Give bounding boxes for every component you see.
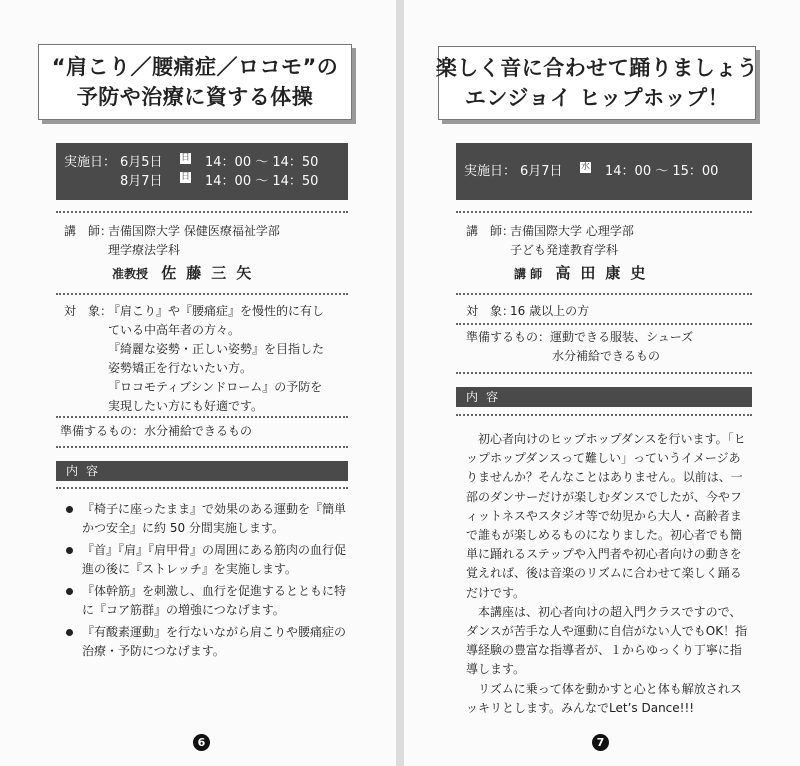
lecturer-section [64, 222, 280, 284]
list-item: 『体幹筋』を刺激し、血行を促進するとともに特に『コア筋群』の増強につなげます。 [66, 582, 351, 620]
title-line-1: 楽しく音に合わせて踊りましょう [435, 56, 759, 80]
paragraph: 初心者向けのヒップホップダンスを行います。「ヒップホップダンスって難しい」っていうイメージありませんか？そんなことはありません。以前は、一部のダンサーだけが楽しむダンスでしたが、今やフィットネスやスタジオ等で幼児から大人・高齢者まで誰もが楽しめるものになりました。初心者でも簡単に踊れるステップや入門者や初心者向けの動きを覚えれば、後は音楽のリズムに合わせて楽しく踊るだけです。 [466, 432, 746, 600]
target-line: 『綺麗な姿勢・正しい姿勢』を目指した [108, 342, 325, 356]
prepare-section [466, 328, 693, 366]
list-item: 『首』『肩』『肩甲骨』の周囲にある筋肉の血行促進の後に『ストレッチ』を実施します。 [66, 541, 351, 579]
title-line-2: エンジョイ ヒップホップ！ [464, 86, 730, 110]
date-1: 6月7日 [520, 164, 563, 179]
prepare-label: 準備するもの： [466, 330, 551, 344]
paragraph: 本講座は、初心者向けの超入門クラスですので、ダンスが苦手な人や運動に自信がない人でもOK！指導経験の豊富な指導者が、１からゆっくり丁寧に指導します。 [466, 604, 748, 677]
divider [56, 487, 348, 489]
list-item: 『椅子に座ったまま』で効果のある運動を『簡単かつ安全』に約 50 分間実施します。 [66, 500, 351, 538]
title-box-left [38, 44, 352, 120]
divider [456, 293, 752, 295]
divider [456, 414, 752, 416]
divider [456, 323, 752, 325]
target-line: 実現したい方にも好適です。 [108, 399, 264, 413]
lecturer-name: 高田康史 [555, 264, 656, 282]
divider [56, 211, 348, 213]
page-right [404, 0, 800, 766]
schedule-box [456, 143, 752, 200]
lecturer-dept: 子ども発達教育学科 [510, 243, 619, 257]
content-list [66, 500, 351, 664]
prepare-label: 準備するもの： [60, 424, 145, 438]
divider [56, 416, 348, 418]
target-line: 『ロコモティブシンドローム』の予防を [108, 380, 323, 394]
title-line-2: 予防や治療に資する体操 [76, 85, 314, 109]
divider [456, 211, 752, 213]
weekday-badge: 水 [580, 162, 590, 172]
target-line: 『肩こり』や『腰痛症』を慢性的に有し [108, 304, 325, 318]
date-label: 実施日： [64, 155, 117, 170]
weekday-badge: 日 [180, 153, 190, 163]
target-label: 対 象： [64, 304, 113, 318]
date-1: 6月5日 [120, 155, 163, 170]
target-label: 対 象： [466, 304, 515, 318]
target-section [64, 302, 324, 416]
page-number: 6 [193, 734, 210, 751]
page-number: 7 [592, 734, 609, 751]
divider [56, 293, 348, 295]
list-item: 『有酸素運動』を行ないながら肩こりや腰痛症の治療・予防につなげます。 [66, 623, 351, 661]
target-section [466, 302, 589, 321]
lecturer-dept: 理学療法学科 [108, 243, 181, 257]
divider [56, 446, 348, 448]
lecturer-rank: 講 師 [514, 267, 543, 281]
date-label: 実施日： [464, 164, 517, 179]
gutter [396, 0, 404, 766]
time-1: 14：00 〜 14：50 [205, 155, 319, 170]
lecturer-affiliation: 吉備国際大学 心理学部 [510, 224, 634, 238]
prepare-value: 水分補給できるもの [144, 424, 253, 438]
target-value: 16 歳以上の方 [510, 304, 590, 318]
title-line-1: “肩こり／腰痛症／ロコモ”の [51, 55, 339, 79]
lecturer-label: 講 師： [466, 224, 515, 238]
content-body [466, 430, 750, 718]
content-heading: 内容 [456, 387, 752, 407]
lecturer-name: 佐藤三矢 [161, 264, 262, 282]
weekday-badge: 日 [180, 172, 190, 182]
target-line: 姿勢矯正を行ないたい方。 [108, 361, 253, 375]
paragraph: リズムに乗って体を動かすと心と体も解放されスッキリとします。みんなでLet’s Dance!!! [466, 681, 742, 715]
prepare-line: 運動できる服装、シューズ [550, 330, 694, 344]
time-1: 14：00 〜 15：00 [605, 164, 719, 179]
prepare-line: 水分補給できるもの [552, 349, 661, 363]
lecturer-affiliation: 吉備国際大学 保健医療福祉学部 [108, 224, 280, 238]
lecturer-rank: 准教授 [112, 267, 149, 281]
time-2: 14：00 〜 14：50 [205, 174, 319, 189]
lecturer-section [466, 222, 655, 284]
lecturer-label: 講 師： [64, 224, 113, 238]
content-heading: 内容 [56, 461, 348, 481]
title-box-right [435, 46, 759, 120]
divider [456, 372, 752, 374]
page-left [0, 0, 396, 766]
target-line: ている中高年者の方々。 [108, 323, 241, 337]
schedule-box [56, 143, 348, 200]
prepare-section [60, 422, 252, 441]
date-2: 8月7日 [120, 174, 163, 189]
